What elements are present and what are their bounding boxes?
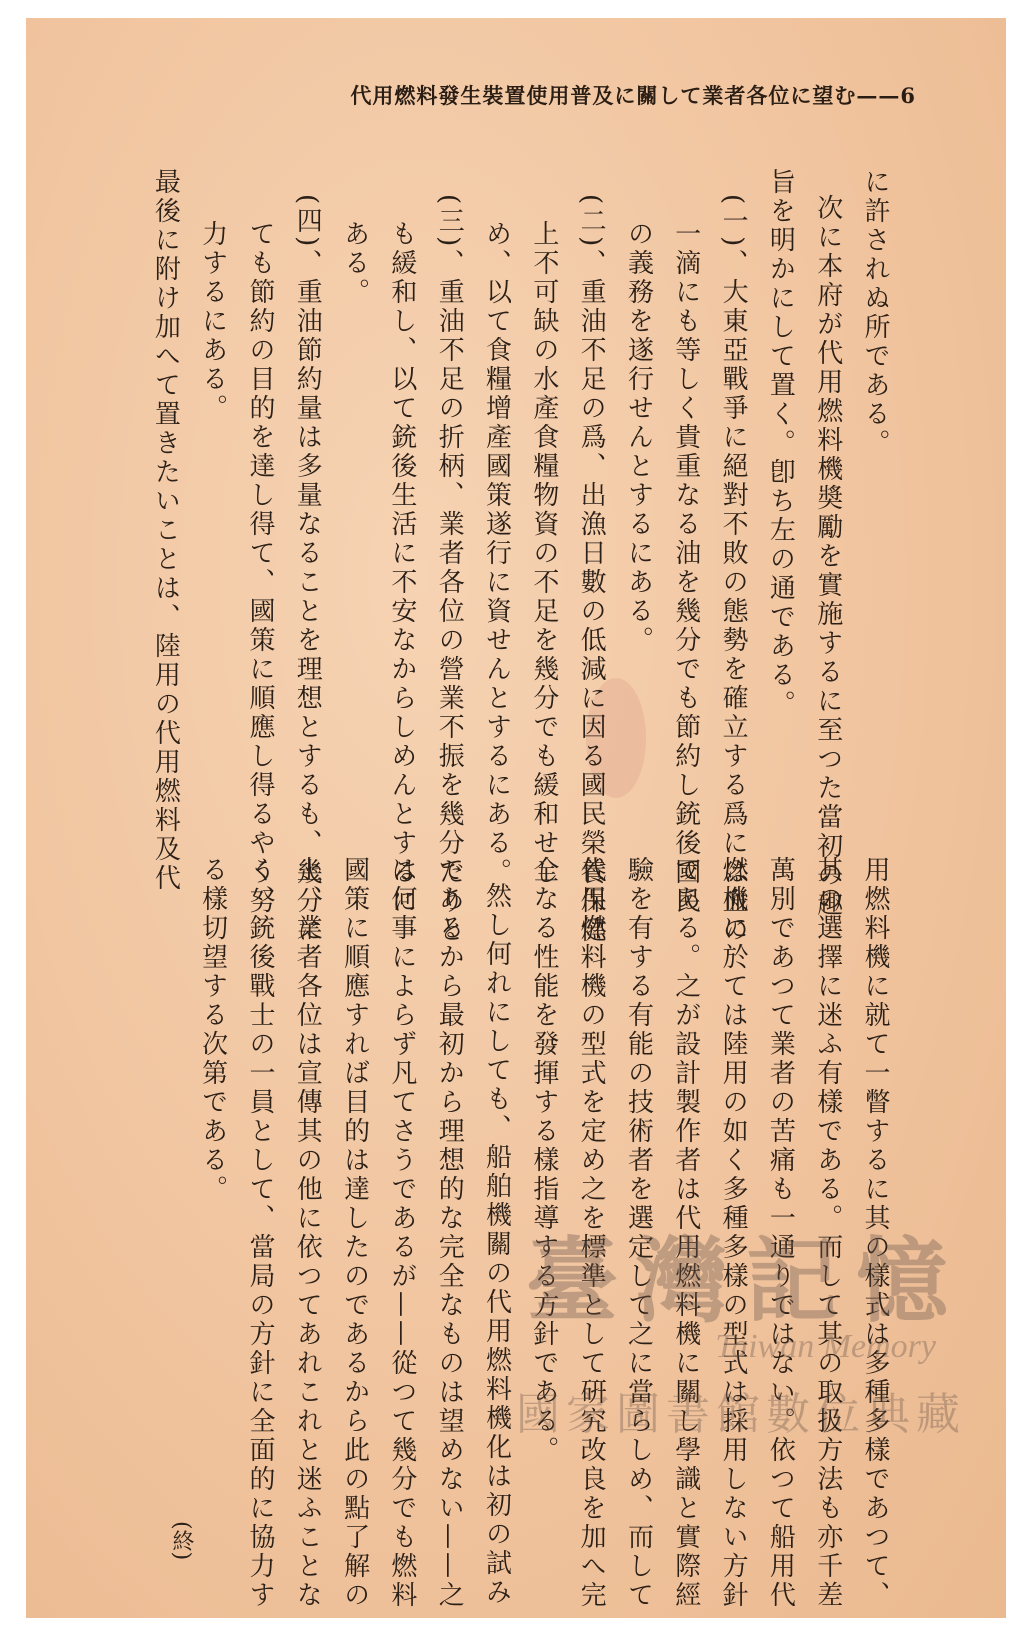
text-column: は何事によらず凡てさうであるが——從つて幾分でも燃料 [386,856,417,1610]
text-column: め、以て食糧增產國策遂行に資せんとするにある。 [481,220,512,887]
text-block-top [141,168,898,946]
text-column: (二)、重油不足の爲、出漁日數の低減に因る國民榮養保健 [576,194,607,946]
watermark-library-text: 國家圖書館數位典藏 [516,1389,966,1440]
watermark-logo-text: 臺灣記憶 [525,1227,966,1335]
text-column: 國策に順應すれば目的は達したのであるから此の點了解の [339,856,370,1610]
text-column: 其の選擇に迷ふ有樣である。而して其の取扱方法も亦千差 [812,856,843,1610]
text-column: く、銃後戰士の一員として、當局の方針に全面的に協力す [244,856,275,1610]
watermark-english-text: Taiwan Memory [715,1328,936,1365]
text-column: 燃機に於ては陸用の如く多種多樣の型式は採用しない方針 [718,856,749,1610]
text-column: の義務を遂行せんとするにある。 [623,220,654,655]
text-column: 然し何れにしても、船舶機關の代用燃料機化は初の試み [481,882,512,1607]
text-column: 上、業者各位は宣傳其の他に依つてあれこれと迷ふことな [292,856,323,1610]
text-column: 上不可缺の水產食糧物資の不足を幾分でも緩和せし [528,220,559,887]
text-column: 一滴にも等しく貴重なる油を幾分でも節約し銃後國民 [670,220,701,916]
page-header: 代用燃料發生裝置使用普及に關して業者各位に望む——6 [350,83,916,108]
text-column: であるから最初から理想的な完全なものは望めない——之 [434,856,465,1610]
document-page [26,18,1006,1618]
text-column: る樣切望する次第である。 [197,856,228,1204]
text-column: (一)、大東亞戰爭に絕對不敗の態勢を確立する爲には血の [718,194,749,946]
text-column: 萬別であつて業者の苦痛も一通りではない。依つて船用代 [765,856,796,1610]
text-column: に許されぬ所である。 [860,168,890,458]
text-column: 代用燃料機の型式を定め之を標準として硏究改良を加へ完 [576,856,607,1610]
text-column: である。之が設計製作者は代用燃料機に關し學識と實際經 [670,856,701,1610]
text-column: 力するにある。 [197,220,228,423]
text-column: 旨を明かにして置く。卽ち左の通である。 [765,168,796,719]
text-column: 次に本府が代用燃料機奬勵を實施するに至つた當初の趣 [812,194,843,919]
text-column: 驗を有する有能の技術者を選定して之に當らしめ、而して [623,856,654,1610]
text-column: 全なる性能を發揮する樣指導する方針である。 [528,856,559,1465]
text-block-bottom [188,856,898,1610]
text-column: (三)、重油不足の折柄、業者各位の營業不振を幾分たりと [434,194,465,946]
text-column: (四)、重油節約量は多量なることを理想とするも、幾分に [292,194,323,946]
text-column: ある。 [339,220,370,307]
text-column: も緩和し、以て銃後生活に不安なからしめんとするに [386,220,417,916]
text-column: 最後に附け加へて置きたいことは、陸用の代用燃料及代 [150,168,181,893]
text-column: ても節約の目的を達し得て、國策に順應し得るやう努 [244,220,275,916]
end-mark: (終) [169,1520,194,1560]
text-column: 用燃料機に就て一瞥するに其の樣式は多種多樣であつて、 [860,856,890,1610]
